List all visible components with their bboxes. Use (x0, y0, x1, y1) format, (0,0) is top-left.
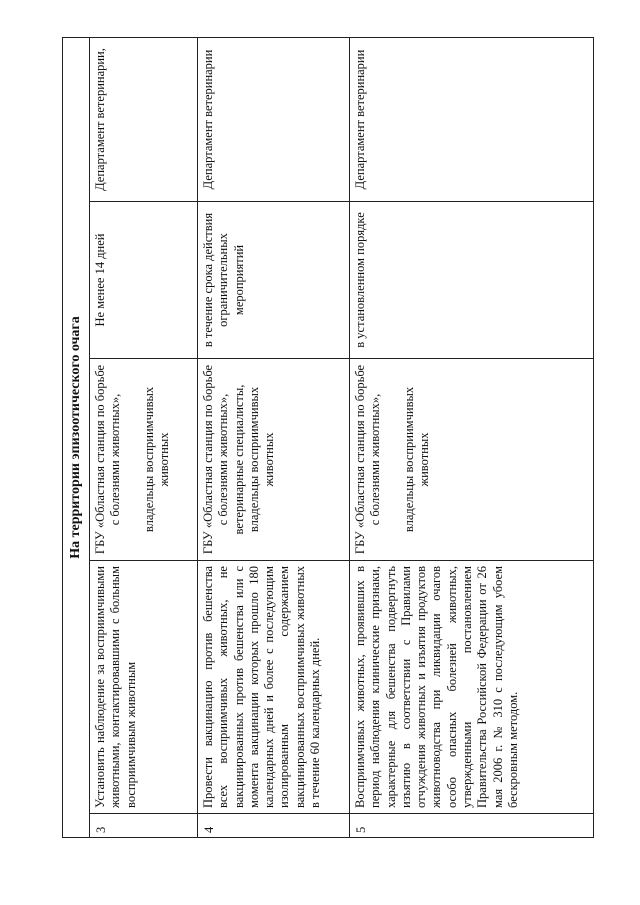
executor-org: ГБУ «Областная станция по борьбе с болезнями животных», (93, 364, 123, 555)
row-number: 5 (350, 814, 594, 838)
row-number: 4 (198, 814, 350, 838)
term-cell: Не менее 14 дней (90, 202, 198, 359)
section-title: На территории эпизоотического очага (63, 37, 90, 837)
table-row (90, 37, 198, 837)
executor-cell (198, 359, 350, 561)
table-row (350, 37, 594, 837)
measure-cell: Установить наблюдение за восприимчивыми животными, контактировавшими с больным восприимчивым животным (90, 561, 198, 814)
executor-owners: владельцы восприимчивых животных (401, 386, 431, 533)
measure-cell: Провести вакцинацию против бешенства всех восприимчивых животных, не вакцинированных против бешенства или с момента вакцинации которых прошло 180 календарных дней и более с последующим изолированным содержанием вакцинированных восприимчивых животных в течение 60 календарных дней. (198, 561, 350, 814)
table-row (198, 37, 350, 837)
term-cell: в установленном порядке (350, 202, 594, 359)
term-cell: в течение срока действия ограничительных мероприятий (198, 202, 350, 359)
measure-cell: Восприимчивых животных, проявивших в период наблюдения клинические признаки, характерные для бешенства подвергнуть изъятию в соответствии с Правилами отчуждения животных и изъятия продуктов животноводства при ликвидации очагов особо опасных болезней животных, утвержденными постановлением Правительства Российской Федерации от 26 мая 2006 г. № 310 с последующим убоем бескровным методом. (350, 561, 594, 814)
executor-org: ГБУ «Областная станция по борьбе с болезнями животных», ветеринарные специалисты, (201, 364, 246, 555)
executor-cell (350, 359, 594, 561)
row-number: 3 (90, 814, 198, 838)
rotated-page (62, 38, 594, 838)
measures-table (62, 37, 594, 838)
executor-owners: владельцы восприимчивых животных (141, 386, 171, 533)
responsible-cell: Департамент ветеринарии (350, 37, 594, 201)
responsible-cell: Департамент ветеринарии, (90, 37, 198, 201)
executor-owners: владельцы восприимчивых животных (246, 386, 277, 533)
responsible-cell: Департамент ветеринарии (198, 37, 350, 201)
executor-org: ГБУ «Областная станция по борьбе с болезнями животных», (353, 364, 383, 555)
table-header-row (63, 37, 90, 837)
executor-cell (90, 359, 198, 561)
